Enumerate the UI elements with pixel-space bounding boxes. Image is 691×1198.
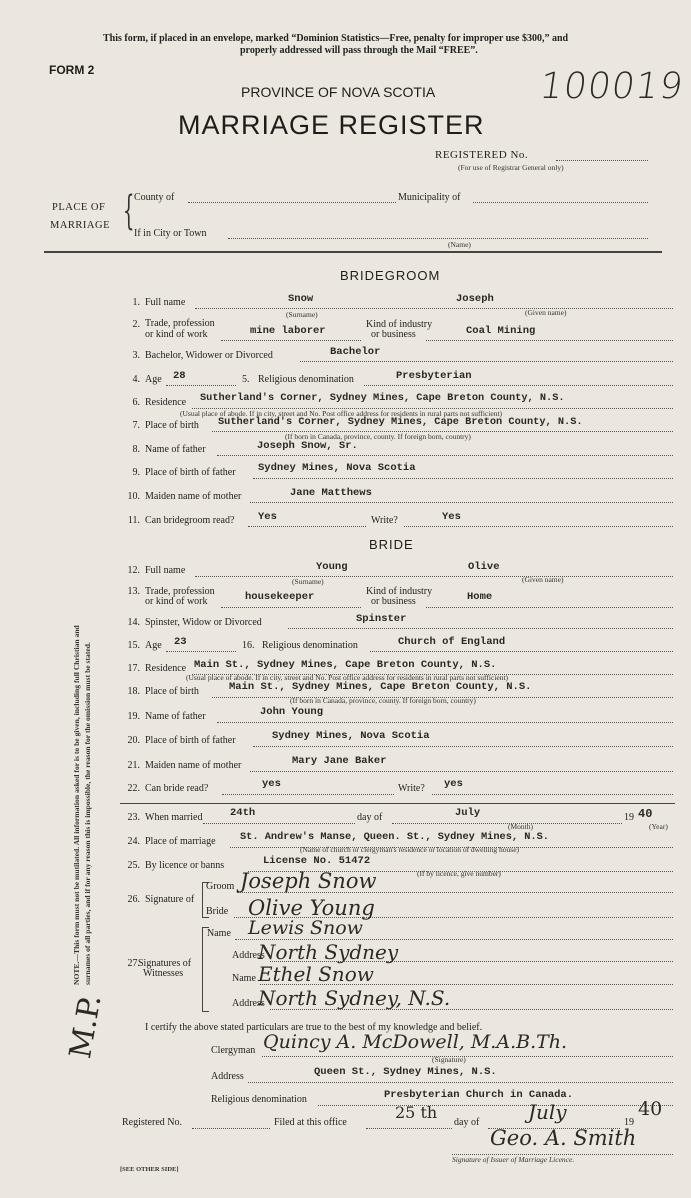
birthplace-hint: (If born in Canada, province, county. If foreign born, country) [290, 696, 476, 705]
item-number: 25. [127, 860, 140, 871]
issuer-hint: Signature of Issuer of Marriage Licence. [452, 1155, 575, 1164]
see-other-side: [SEE OTHER SIDE] [120, 1166, 179, 1173]
marriage-place-label: Place of marriage [145, 836, 216, 847]
witness2-address-label: Address [232, 998, 265, 1009]
bride-trade: housekeeper [245, 591, 315, 603]
county-label: County of [134, 192, 175, 203]
item-number: 20. [127, 735, 140, 746]
bride-age: 23 [174, 636, 187, 648]
signature-hint: (Signature) [432, 1055, 466, 1064]
groom-read-line [248, 526, 366, 527]
filed-label: Filed at this office [274, 1117, 347, 1128]
item-number: 26. [127, 894, 140, 905]
month-hint: (Month) [508, 822, 533, 831]
bride-residence: Main St., Sydney Mines, Cape Breton County, N.S. [194, 659, 497, 671]
groom-status: Bachelor [330, 346, 381, 358]
side-note-line1: NOTE.—This form must not be mutilated. All information asked for is to be given, including full Christian and [72, 625, 81, 985]
item-number: 27. [127, 958, 140, 969]
bride-fullname-label: Full name [145, 565, 186, 576]
bride-status-line [288, 628, 673, 629]
married-day-line [203, 823, 355, 824]
bride-religion: Church of England [398, 636, 506, 648]
denomination-label: Religious denomination [211, 1094, 307, 1105]
witnesses-label-b: Witnesses [143, 968, 184, 979]
bride-given-name: Olive [468, 561, 500, 573]
witness1-address: North Sydney [258, 940, 399, 964]
bride-father-birth: Sydney Mines, Nova Scotia [272, 730, 430, 742]
groom-mother-line [250, 502, 673, 503]
groom-father-label: Name of father [145, 444, 206, 455]
groom-religion-label: Religious denomination [258, 374, 354, 385]
item-number: 19. [127, 711, 140, 722]
bride-father-label: Name of father [145, 711, 206, 722]
bride-father-birth-line [253, 746, 673, 747]
bride-religion-label: Religious denomination [262, 640, 358, 651]
groom-residence: Sutherland's Corner, Sydney Mines, Cape Breton County, N.S. [200, 392, 565, 404]
married-date-label: When married [145, 812, 203, 823]
signature-of-label: Signature of [145, 894, 195, 905]
item-number: 11. [127, 515, 140, 526]
groom-signature: Joseph Snow [240, 869, 377, 893]
day-of-label: day of [357, 812, 383, 823]
groom-write-line [404, 526, 673, 527]
groom-status-line [300, 361, 673, 362]
bride-industry-label-b: or business [371, 596, 416, 607]
item-number: 16. [242, 640, 255, 651]
certification-statement: I certify the above stated particulars are true to the best of my knowledge and belief. [145, 1022, 483, 1033]
item-number: 7. [132, 420, 140, 431]
residence-hint: (Usual place of abode. If in city, street and No. Post office address for residents in rural parts not sufficient) [186, 673, 509, 682]
municipality-label: Municipality of [398, 192, 461, 203]
city-name-hint: (Name) [448, 240, 471, 249]
bride-industry: Home [467, 591, 493, 603]
married-month: July [455, 807, 481, 819]
groom-birthplace-label: Place of birth [145, 420, 199, 431]
bride-industry-line [426, 607, 673, 608]
registrar-note: (For use of Registrar General only) [458, 163, 564, 172]
year-hint: (Year) [649, 822, 668, 831]
bride-sig-label: Bride [206, 906, 229, 917]
bride-read: yes [262, 778, 281, 790]
bride-age-label: Age [145, 640, 162, 651]
filed-year-prefix: 19 [624, 1117, 634, 1128]
bride-status: Spinster [356, 613, 407, 625]
bride-birthplace: Main St., Sydney Mines, Cape Breton County, N.S. [229, 681, 532, 693]
surname-hint: (Surname) [286, 310, 318, 319]
city-line [228, 238, 648, 239]
municipality-line [473, 202, 648, 203]
groom-industry-label-a: Kind of industry [366, 319, 433, 330]
groom-read: Yes [258, 511, 277, 523]
postal-notice-line2: properly addressed will pass through the Mail “FREE”. [240, 45, 478, 56]
item-number: 12. [127, 565, 140, 576]
filed-day-line [366, 1128, 452, 1129]
licence-label: By licence or banns [145, 860, 225, 871]
bride-signature: Olive Young [248, 896, 375, 920]
bride-write-line [432, 794, 673, 795]
denomination-line [318, 1105, 673, 1106]
groom-father-birth: Sydney Mines, Nova Scotia [258, 462, 416, 474]
groom-birthplace: Sutherland's Corner, Sydney Mines, Cape Breton County, N.S. [218, 416, 583, 428]
groom-religion: Presbyterian [396, 370, 472, 382]
item-number: 10. [127, 491, 140, 502]
form-number: FORM 2 [49, 63, 95, 77]
county-line [188, 202, 396, 203]
item-number: 5. [242, 374, 250, 385]
witness2-address: North Sydney, N.S. [258, 986, 451, 1010]
item-number: 6. [132, 397, 140, 408]
place-label-1: PLACE OF [52, 202, 106, 213]
bride-father: John Young [260, 706, 324, 718]
witness2-name-label: Name [232, 973, 256, 984]
marriage-place-hint: (Name of church or clergyman's residence or location of dwelling house) [300, 845, 520, 854]
registered-no-bottom-line [192, 1128, 270, 1129]
bride-status-label: Spinster, Widow or Divorced [145, 617, 262, 628]
bride-trade-label-a: Trade, profession [145, 586, 215, 597]
city-label: If in City or Town [134, 228, 207, 239]
bride-read-line [222, 794, 394, 795]
bride-fullname-line [195, 576, 673, 577]
handwritten-register-number: 100019 [537, 66, 687, 107]
bride-religion-line [370, 651, 673, 652]
groom-religion-line [364, 385, 673, 386]
bride-birthplace-label: Place of birth [145, 686, 199, 697]
issuer-signature: Geo. A. Smith [490, 1126, 637, 1150]
witness1-address-label: Address [232, 950, 265, 961]
clergyman-label: Clergyman [211, 1045, 256, 1056]
groom-given-name: Joseph [456, 293, 494, 305]
bride-mother-line [250, 771, 673, 772]
groom-read-label: Can bridegroom read? [145, 515, 235, 526]
groom-industry-line [426, 340, 673, 341]
bride-mother-label: Maiden name of mother [145, 760, 242, 771]
clergyman-line [262, 1056, 673, 1057]
groom-write: Yes [442, 511, 461, 523]
clergyman-signature: Quincy A. McDowell, M.A.B.Th. [263, 1031, 568, 1053]
item-number: 24. [127, 836, 140, 847]
side-note-line2: surnames of all parties, and if for any reason this is impossible, the reason for the omission must be stated. [83, 642, 92, 985]
groom-fullname-label: Full name [145, 297, 186, 308]
groom-father-birth-label: Place of birth of father [145, 467, 236, 478]
married-month-line [392, 823, 622, 824]
bride-father-birth-label: Place of birth of father [145, 735, 236, 746]
item-number: 4. [132, 374, 140, 385]
bridegroom-heading: BRIDEGROOM [340, 268, 441, 283]
item-number: 15. [127, 640, 140, 651]
bride-surname: Young [316, 561, 348, 573]
clergy-denomination: Presbyterian Church in Canada. [384, 1089, 574, 1101]
groom-mother: Jane Matthews [290, 487, 372, 499]
bride-write-label: Write? [398, 783, 425, 794]
bride-write: yes [444, 778, 463, 790]
groom-age-line [166, 385, 236, 386]
marriage-place: St. Andrew's Manse, Queen. St., Sydney Mines, N.S. [240, 831, 549, 843]
groom-sig-label: Groom [206, 881, 235, 892]
bride-trade-line [221, 607, 361, 608]
surname-hint: (Surname) [292, 577, 324, 586]
groom-father: Joseph Snow, Sr. [257, 440, 358, 452]
groom-surname: Snow [288, 293, 314, 305]
groom-father-birth-line [253, 478, 673, 479]
witnesses-label-a: Signatures of [138, 958, 192, 969]
item-number: 22. [127, 783, 140, 794]
witness2-name: Ethel Snow [258, 962, 374, 986]
groom-age: 28 [173, 370, 186, 382]
item-number: 13. [127, 586, 140, 597]
bride-age-line [166, 651, 236, 652]
province-heading: PROVINCE OF NOVA SCOTIA [241, 84, 436, 100]
birthplace-hint: (If born in Canada, province, county. If foreign born, country) [285, 432, 471, 441]
item-number: 8. [132, 444, 140, 455]
place-brace: { [122, 188, 135, 234]
clergy-address-line [248, 1082, 673, 1083]
year-prefix: 19 [624, 812, 634, 823]
form-title: MARRIAGE REGISTER [178, 110, 485, 140]
item-number: 3. [132, 350, 140, 361]
registered-no-label: REGISTERED No. [435, 149, 529, 161]
filed-day-of-label: day of [454, 1117, 480, 1128]
groom-status-label: Bachelor, Widower or Divorced [145, 350, 273, 361]
groom-trade-line [221, 340, 361, 341]
filed-month: July [528, 1100, 567, 1124]
bride-divider [120, 803, 675, 804]
place-divider [44, 251, 662, 253]
groom-industry: Coal Mining [466, 325, 536, 337]
groom-trade: mine laborer [250, 325, 326, 337]
registered-no-bottom-label: Registered No. [122, 1117, 182, 1128]
married-year: 40 [638, 807, 653, 821]
bride-mother: Mary Jane Baker [292, 755, 387, 767]
clergy-address-label: Address [211, 1071, 244, 1082]
licence-hint: (If by licence, give number) [417, 869, 501, 878]
groom-write-label: Write? [371, 515, 398, 526]
registered-no-line [556, 160, 648, 161]
given-hint: (Given name) [525, 308, 567, 317]
item-number: 18. [127, 686, 140, 697]
bride-heading: BRIDE [369, 537, 414, 552]
groom-father-line [217, 455, 673, 456]
place-label-2: MARRIAGE [50, 220, 111, 231]
married-day: 24th [230, 807, 256, 819]
item-number: 21. [127, 760, 140, 771]
witness-bracket [202, 927, 209, 1012]
groom-fullname-line [195, 308, 673, 309]
item-number: 9. [132, 467, 140, 478]
given-hint: (Given name) [522, 575, 564, 584]
bride-read-label: Can bride read? [145, 783, 209, 794]
item-number: 2. [132, 319, 140, 330]
bride-trade-label-b: or kind of work [145, 596, 208, 607]
groom-industry-label-b: or business [371, 329, 416, 340]
groom-mother-label: Maiden name of mother [145, 491, 242, 502]
groom-age-label: Age [145, 374, 162, 385]
groom-residence-label: Residence [145, 397, 187, 408]
postal-notice-line1: This form, if placed in an envelope, marked “Dominion Statistics—Free, penalty for improper use $300,” and [103, 33, 569, 44]
groom-trade-label-a: Trade, profession [145, 318, 215, 329]
filed-day: 25 th [395, 1103, 438, 1122]
witness1-name-label: Name [207, 928, 231, 939]
item-number: 17. [127, 663, 140, 674]
bride-residence-label: Residence [145, 663, 187, 674]
item-number: 14. [127, 617, 140, 628]
licence-number: License No. 51472 [263, 855, 371, 867]
witness1-name: Lewis Snow [248, 917, 363, 939]
item-number: 1. [132, 297, 140, 308]
filed-year: 40 [638, 1098, 663, 1120]
groom-trade-label-b: or kind of work [145, 329, 208, 340]
residence-hint: (Usual place of abode. If in city, street and No. Post office address for residents in rural parts not sufficient) [180, 409, 503, 418]
bride-industry-label-a: Kind of industry [366, 586, 433, 597]
bride-father-line [217, 722, 673, 723]
clergy-address: Queen St., Sydney Mines, N.S. [314, 1066, 497, 1078]
item-number: 23. [127, 812, 140, 823]
margin-initials: M.P. [63, 992, 109, 1062]
